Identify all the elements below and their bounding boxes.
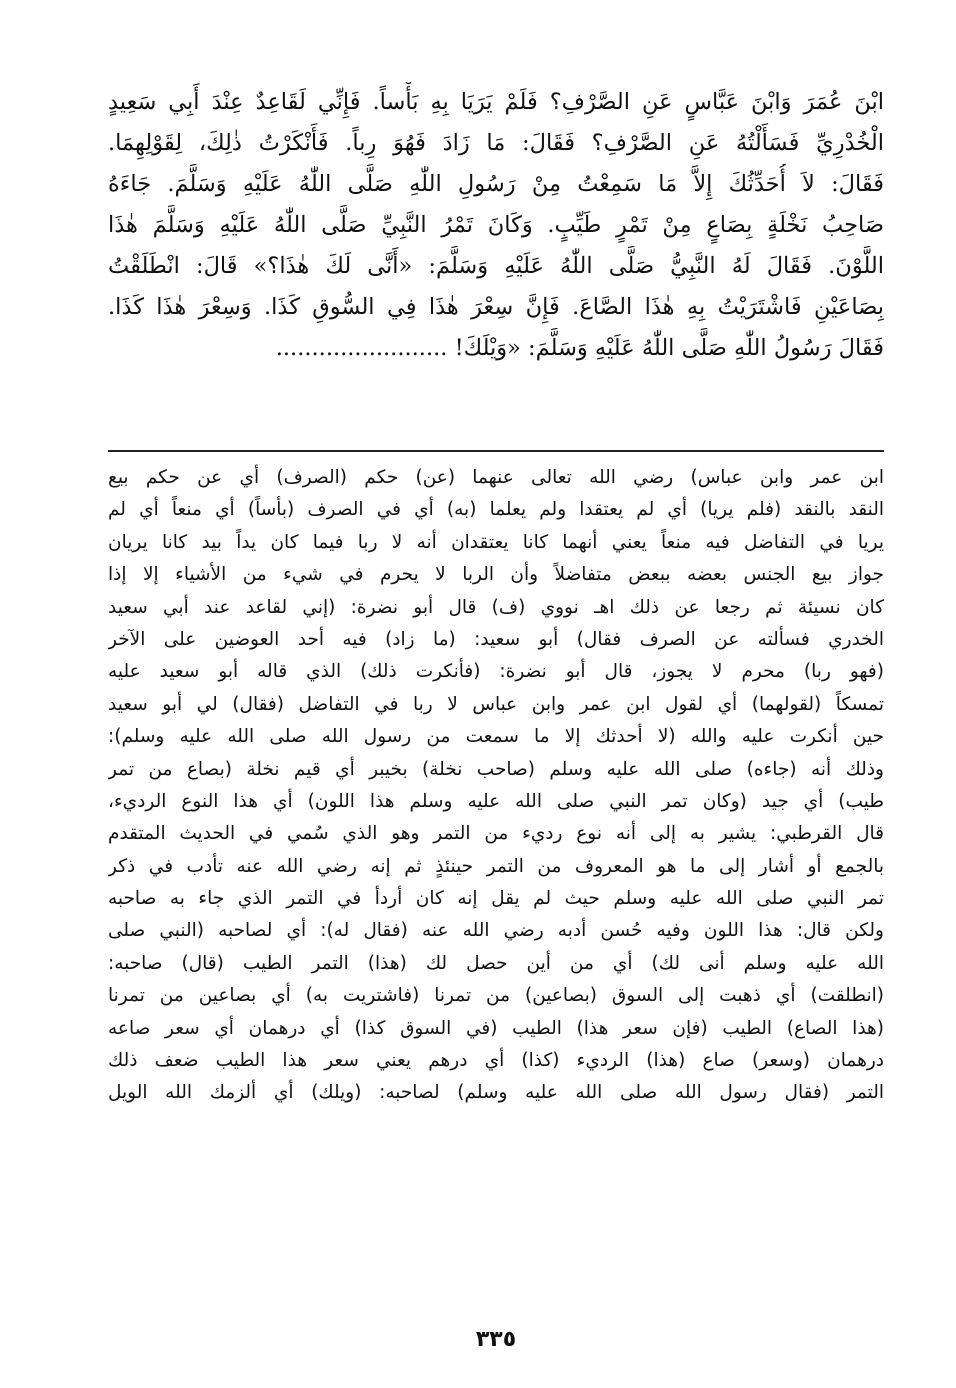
commentary-line: ولكن قال: هذا اللون وفيه حُسن أدبه رضي الله عنه (فقال له): أي لصاحبه (النبي صلى <box>108 920 884 942</box>
hadith-line: الْخُدْرِيِّ فَسَأَلْتُهُ عَنِ الصَّرْفِ؟ فَقَالَ: مَا زَادَ فَهُوَ رِباً. فَأَنْكَرْتُ ذٰلِكَ، لِقَوْلِهِمَا. <box>108 130 884 156</box>
hadith-line: بِصَاعَيْنِ فَاشْتَرَيْتُ بِهِ هٰذَا الصَّاعَ. فَإِنَّ سِعْرَ هٰذَا فِي السُّوقِ كَذَا. وَسِعْرَ هٰذَا كَذَا. <box>108 294 884 320</box>
commentary-line: قال القرطبي: يشير به إلى أنه نوع رديء من التمر وهو الذي سُمي في الحديث المتقدم <box>108 823 884 845</box>
book-page <box>108 82 884 1352</box>
hadith-line: فَقَالَ: لاَ أُحَدِّثُكَ إِلاَّ مَا سَمِعْتُ مِنْ رَسُولِ اللّٰهِ صَلَّى اللّٰهُ عَلَيْهِ وَسَلَّمَ. جَاءَهُ <box>108 171 884 197</box>
commentary-line: ابن عمر وابن عباس) رضي الله تعالى عنهما (عن) حكم (الصرف) أي عن حكم بيع <box>108 467 884 488</box>
commentary-text <box>108 462 884 1110</box>
commentary-line: جواز بيع الجنس بعضه ببعض متفاضلاً وأن الربا لا يحرم في شيء من الأشياء إلا إذا <box>108 564 884 586</box>
commentary-line: (هذا الصاع) الطيب (فإن سعر هذا) الطيب (في السوق كذا) أي درهمان أي سعر صاعه <box>108 1017 884 1039</box>
hadith-line-last <box>108 328 884 369</box>
continuation-dots: ........................ <box>275 335 448 361</box>
commentary-line: يريا في التفاضل فيه منعاً يعني أنهما كانا يعتقدان أنه لا ربا فيما كان يداً بيد كانا يريان <box>108 531 884 553</box>
commentary-line: (فهو ربا) محرم لا يجوز، قال أبو نضرة: (فأنكرت ذلك) الذي قاله أبو سعيد عليه <box>108 661 884 683</box>
commentary-line: التمر (فقال رسول الله صلى الله عليه وسلم) لصاحبه: (ويلك) أي ألزمك الله الويل <box>108 1082 884 1104</box>
commentary-line: الله عليه وسلم أنى لك) أي من أين حصل لك (هذا) التمر الطيب (قال) صاحبه: <box>108 952 884 974</box>
commentary-line: تمسكاً (لقولهما) أي لقول ابن عمر وابن عباس لا ربا في التفاضل (فقال) لي أبو سعيد <box>108 693 884 715</box>
commentary-line: النقد بالنقد (فلم يريا) أي لم يعتقدا ولم يعلما (به) أي في الصرف (بأساً) أي منعاً أي لم <box>108 499 884 521</box>
commentary-line: الخدري فسألته عن الصرف فقال) أبو سعيد: (ما زاد) فيه أحد العوضين على الآخر <box>108 628 884 650</box>
commentary-line: درهمان (وسعر) صاع (هذا) الرديء (كذا) أي درهم يعني سعر هذا الطيب ضعف ذلك <box>108 1050 884 1072</box>
hadith-line-text: فَقَالَ رَسُولُ اللّٰهِ صَلَّى اللّٰهُ عَلَيْهِ وَسَلَّمَ: «وَيْلَكَ! <box>454 335 884 361</box>
footnote-divider <box>108 450 884 452</box>
commentary-line: كان نسيئة ثم رجعا عن ذلك اهـ نووي (ف) قال أبو نضرة: (إني لقاعد عند أبي سعيد <box>108 596 884 618</box>
commentary-line: طيب) أي جيد (وكان تمر النبي صلى الله عليه وسلم هذا اللون) أي هذا النوع الرديء، <box>108 790 884 812</box>
commentary-line: بالجمع أو أشار إلى ما هو المعروف من التمر حينئذٍ ثم إنه رضي الله عنه تأدب في ذكر <box>108 855 884 877</box>
commentary-line: تمر النبي صلى الله عليه وسلم حيث لم يقل إنه كان أردأ في التمر الذي جاء به صاحبه <box>108 888 884 910</box>
hadith-line: ابْنَ عُمَرَ وَابْنَ عَبَّاسٍ عَنِ الصَّرْفِ؟ فَلَمْ يَرَيَا بِهِ بَأْساً. فَإِنِّي لَقَاعِدٌ عِنْدَ أَبِي سَعِيدٍ <box>108 89 884 115</box>
page-number: ٣٣٥ <box>475 1327 517 1352</box>
hadith-text <box>108 82 884 369</box>
commentary-line: حين أنكرت عليه والله (لا أحدثك إلا ما سمعت من رسول الله صلى الله عليه وسلم): <box>108 726 884 748</box>
commentary-line: وذلك أنه (جاءه) صلى الله عليه وسلم (صاحب نخلة) بخيبر أي قيم نخلة (بصاع من تمر <box>108 758 884 780</box>
hadith-line: اللَّوْنَ. فَقَالَ لَهُ النَّبِيُّ صَلَّى اللّٰهُ عَلَيْهِ وَسَلَّمَ: «أَنَّى لَكَ هٰذَا؟» قَالَ: انْطَلَقْتُ <box>108 253 884 279</box>
hadith-line: صَاحِبُ نَخْلَةٍ بِصَاعٍ مِنْ تَمْرٍ طَيِّبٍ. وَكَانَ تَمْرُ النَّبِيِّ صَلَّى اللّٰهُ عَلَيْهِ وَسَلَّمَ هٰذَا <box>108 212 884 238</box>
commentary-line: (انطلقت) أي ذهبت إلى السوق (بصاعين) من تمرنا (فاشتريت به) أي بصاعين من تمرنا <box>108 985 884 1007</box>
